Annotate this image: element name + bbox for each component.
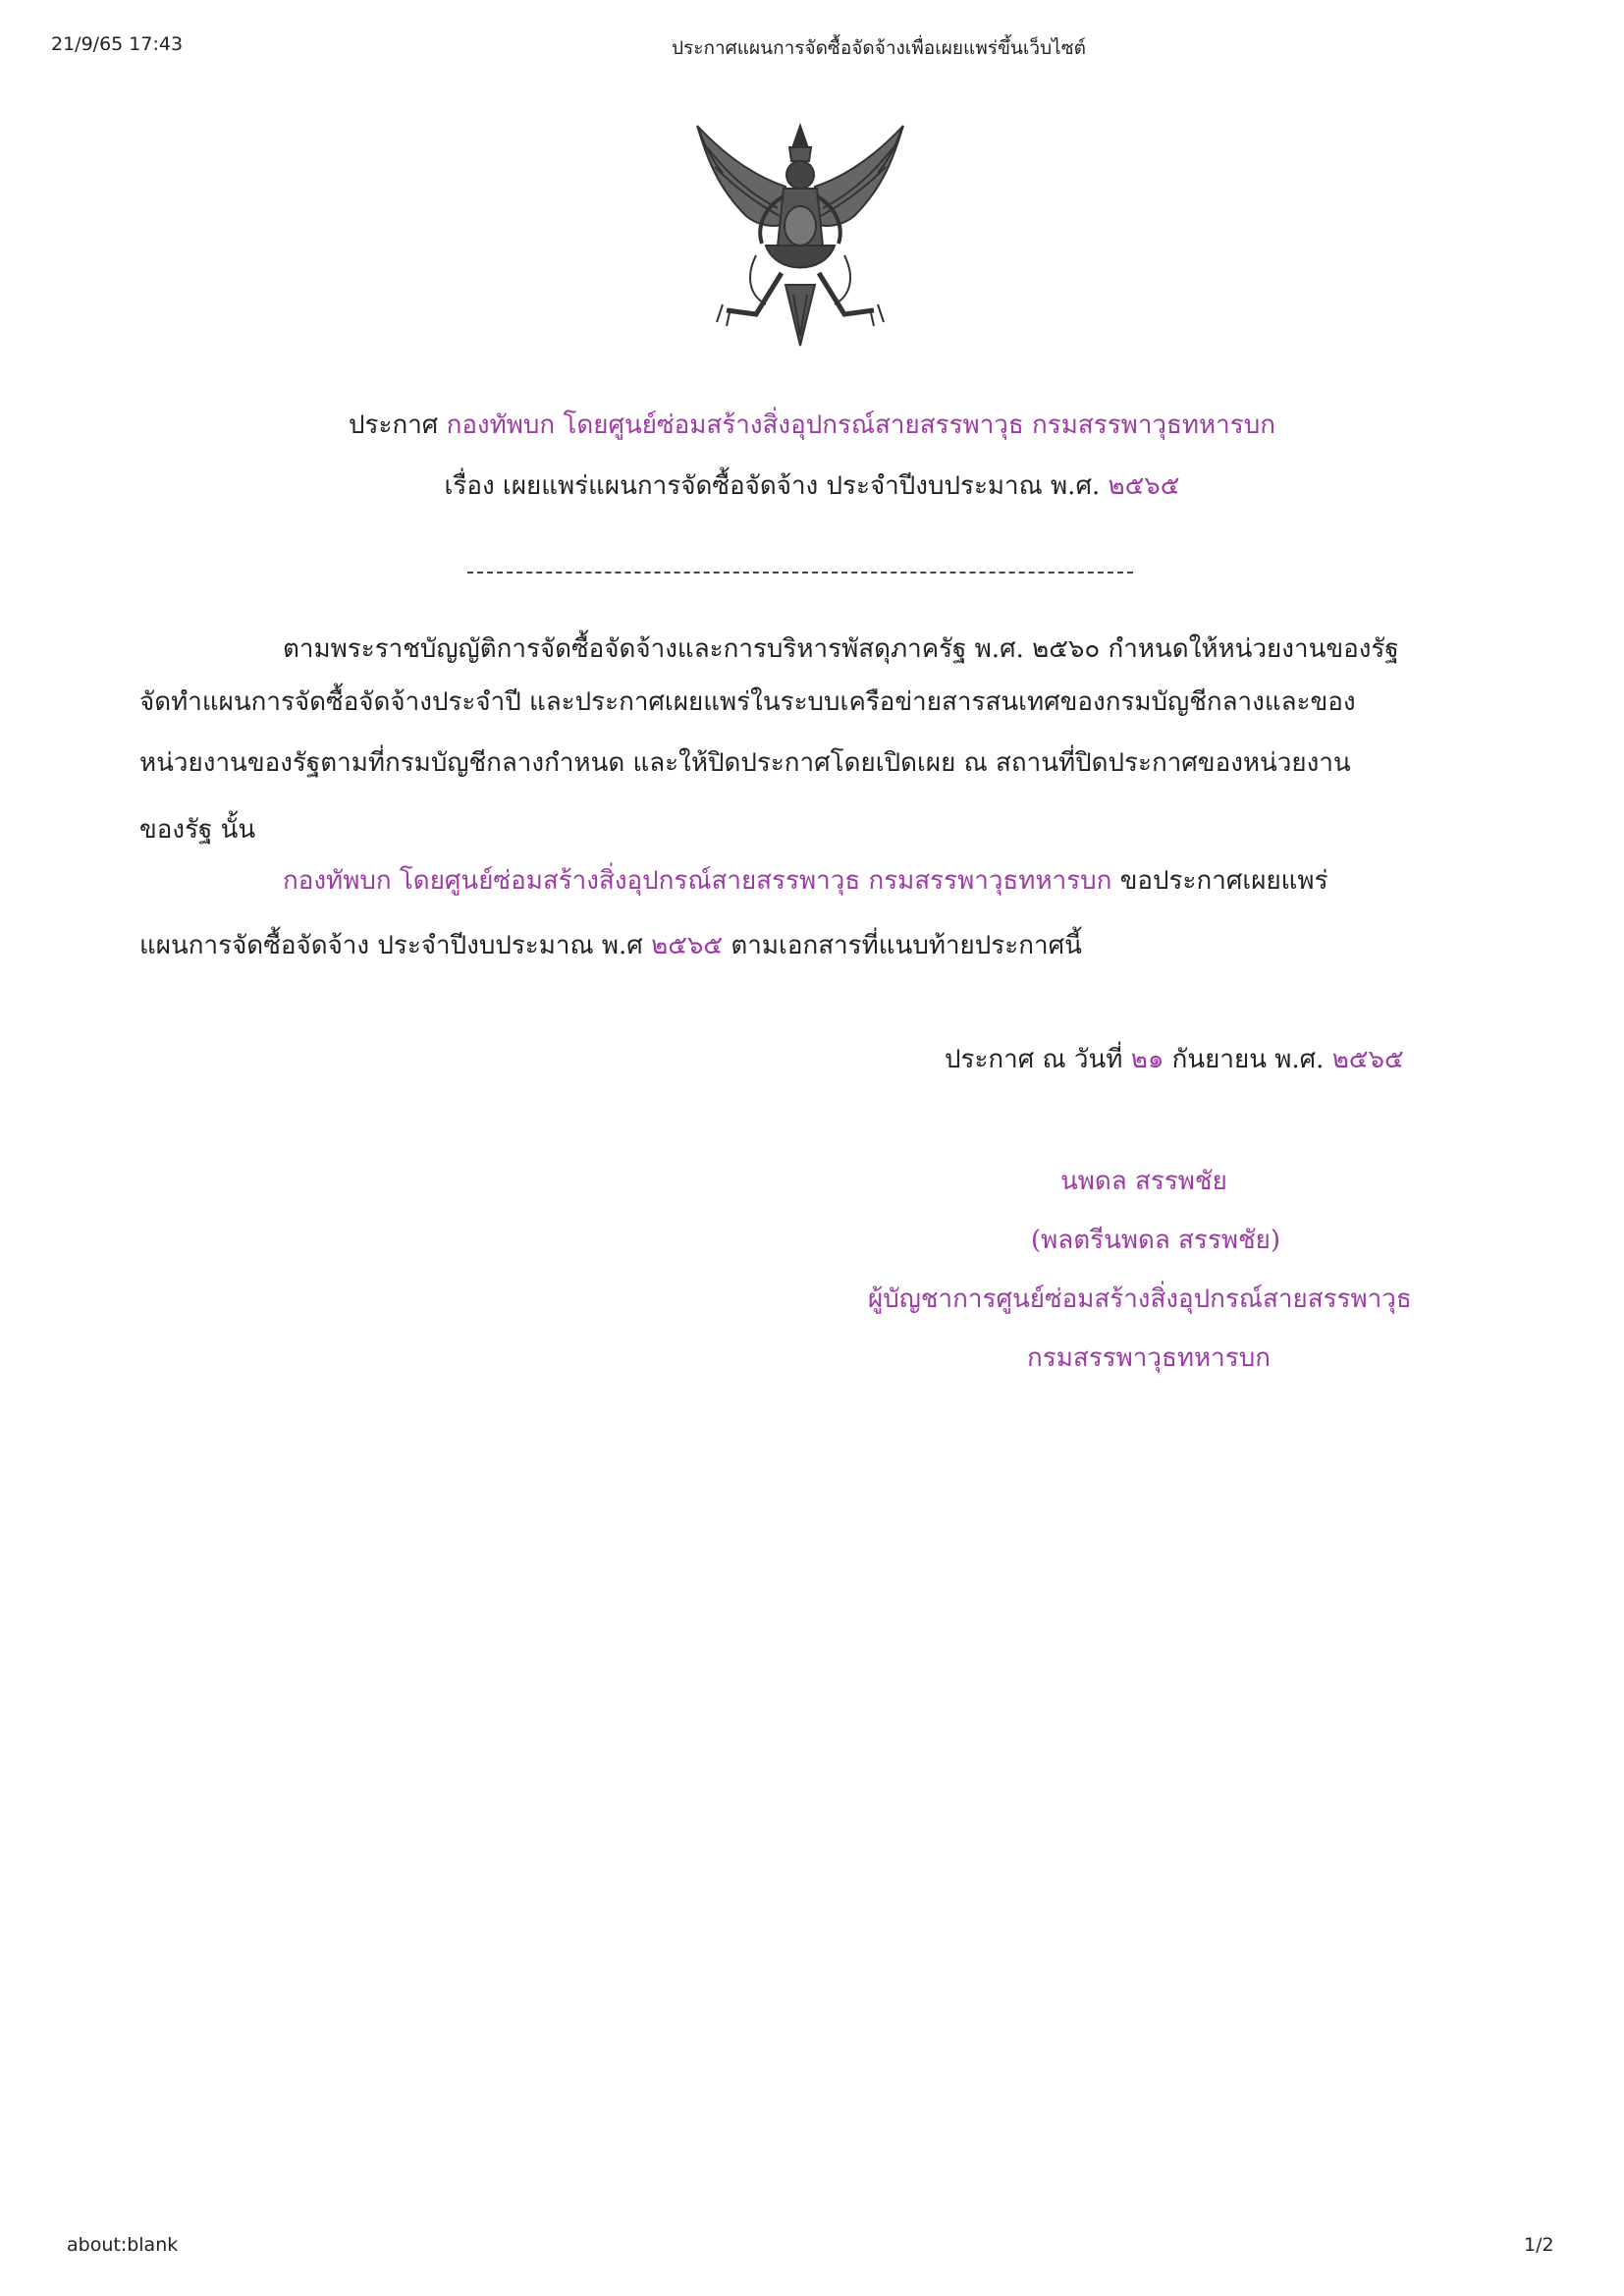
print-datetime: 21/9/65 17:43 — [51, 33, 184, 55]
paragraph-2-suffix: ตามเอกสารที่แนบท้ายประกาศนี้ — [723, 931, 1082, 960]
subject-text: เรื่อง เผยแพร่แผนการจัดซื้อจัดจ้าง ประจำปีงบประมาณ พ.ศ. — [444, 471, 1101, 501]
paragraph-1-line-2: จัดทำแผนการจัดซื้อจัดจ้างประจำปี และประกาศเผยแพร่ในระบบเครือข่ายสารสนเทศของกรมบัญชีกลางและของ — [139, 687, 1356, 717]
paragraph-1-line-1: ตามพระราชบัญญัติการจัดซื้อจัดจ้างและการบริหารพัสดุภาครัฐ พ.ศ. ๒๕๖๐ กำหนดให้หน่วยงานของรัฐ — [283, 634, 1399, 664]
subject-year: ๒๕๖๕ — [1108, 471, 1180, 501]
divider — [467, 572, 1133, 574]
print-header-title: ประกาศแผนการจัดซื้อจัดจ้างเพื่อเผยแพร่ขึ้นเว็บไซต์ — [672, 37, 1086, 59]
announcement-subject — [0, 465, 1624, 506]
announcement-date — [945, 1039, 1404, 1079]
date-prefix: ประกาศ ณ วันที่ — [945, 1045, 1131, 1074]
paragraph-1-line-3: หน่วยงานของรัฐตามที่กรมบัญชีกลางกำหนด และให้ปิดประกาศโดยเปิดเผย ณ สถานที่ปิดประกาศของหน่วยงาน — [139, 748, 1351, 778]
heading-prefix: ประกาศ — [349, 410, 439, 440]
signer-full-name: (พลตรีนพดล สรรพชัย) — [1031, 1226, 1281, 1255]
print-page-number: 1/2 — [1524, 2234, 1554, 2256]
print-footer-url: about:blank — [67, 2234, 179, 2256]
announcement-heading — [0, 405, 1624, 445]
paragraph-2-line-1 — [283, 860, 1328, 901]
paragraph-2-year: ๒๕๖๕ — [651, 931, 724, 960]
paragraph-2-line-1-rest: ขอประกาศเผยแพร่ — [1111, 866, 1328, 896]
paragraph-2-organization: กองทัพบก โดยศูนย์ซ่อมสร้างสิ่งอุปกรณ์สายสรรพาวุธ กรมสรรพาวุธทหารบก — [283, 866, 1112, 896]
signer-department: กรมสรรพาวุธทหารบก — [1027, 1343, 1271, 1373]
date-year: ๒๕๖๕ — [1331, 1045, 1404, 1074]
paragraph-2-line-2 — [139, 925, 1082, 965]
garuda-emblem-icon — [687, 118, 913, 354]
date-day: ๒๑ — [1130, 1045, 1164, 1074]
signer-position: ผู้บัญชาการศูนย์ซ่อมสร้างสิ่งอุปกรณ์สายสรรพาวุธ — [868, 1285, 1412, 1314]
heading-organization: กองทัพบก โดยศูนย์ซ่อมสร้างสิ่งอุปกรณ์สายสรรพาวุธ กรมสรรพาวุธทหารบก — [446, 410, 1275, 440]
date-month: กันยายน พ.ศ. — [1164, 1045, 1332, 1074]
paragraph-1-line-4: ของรัฐ นั้น — [139, 815, 256, 845]
paragraph-2-prefix: แผนการจัดซื้อจัดจ้าง ประจำปีงบประมาณ พ.ศ — [139, 931, 652, 960]
signer-name: นพดล สรรพชัย — [1060, 1167, 1227, 1196]
